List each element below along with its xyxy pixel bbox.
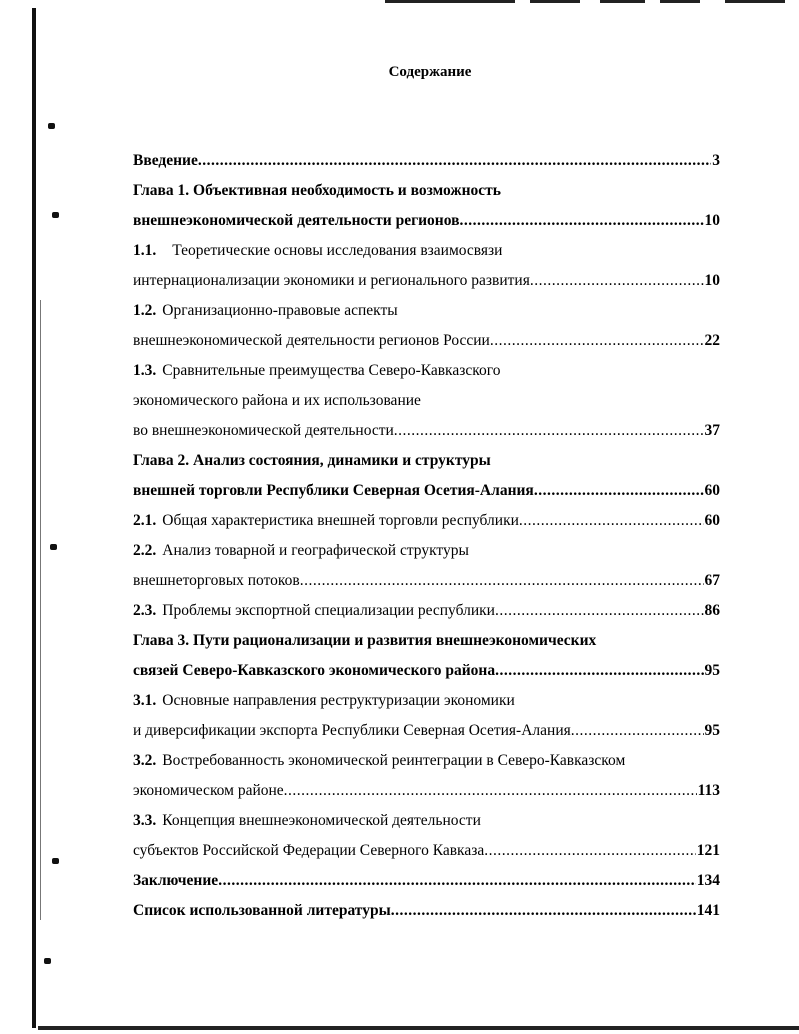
toc-entry-number: 2.2. bbox=[133, 542, 157, 559]
toc-leader-dots bbox=[218, 870, 696, 892]
toc-entry-text: Анализ товарной и географической структуры bbox=[162, 542, 469, 559]
toc-page-number: 60 bbox=[704, 512, 720, 529]
toc-entry bbox=[133, 540, 720, 570]
toc-entry bbox=[133, 690, 720, 720]
scan-edge-top bbox=[600, 0, 645, 3]
toc-entry-text: Теоретические основы исследования взаимосвязи bbox=[172, 242, 503, 259]
toc-page-number: 37 bbox=[704, 422, 720, 439]
toc-page-number: 95 bbox=[704, 662, 720, 679]
scan-edge-top bbox=[660, 0, 700, 3]
scan-edge-top bbox=[725, 0, 785, 3]
toc-leader-dots bbox=[534, 480, 704, 502]
toc-entry bbox=[133, 240, 720, 270]
toc-leader-dots bbox=[571, 720, 704, 742]
toc-entry-text: Организационно-правовые аспекты bbox=[162, 302, 398, 319]
scan-speck bbox=[48, 123, 55, 129]
toc-entry bbox=[133, 780, 720, 810]
toc-page-number: 113 bbox=[697, 782, 720, 799]
toc-entry-text: Проблемы экспортной специализации республики bbox=[162, 602, 495, 619]
toc-page-number: 22 bbox=[704, 332, 720, 349]
toc-leader-dots bbox=[490, 330, 704, 352]
toc-entry-text: Введение bbox=[133, 152, 198, 169]
toc-entry-text: Список использованной литературы bbox=[133, 902, 391, 919]
toc-entry bbox=[133, 390, 720, 420]
toc-page-number: 141 bbox=[696, 902, 720, 919]
toc-leader-dots bbox=[495, 660, 703, 682]
toc-entry bbox=[133, 300, 720, 330]
toc-entry-text: Сравнительные преимущества Северо-Кавказского bbox=[162, 362, 501, 379]
toc-entry-text: внешнеторговых потоков bbox=[133, 572, 300, 589]
toc-entry-text: интернационализации экономики и регионального развития bbox=[133, 272, 530, 289]
toc-entry-text: экономического района и их использование bbox=[133, 392, 421, 409]
toc-leader-dots bbox=[519, 510, 704, 532]
toc-entry bbox=[133, 150, 720, 180]
toc-entry-number: 3.3. bbox=[133, 812, 157, 829]
toc-entry-text: внешней торговли Республики Северная Осетия-Алания bbox=[133, 482, 534, 499]
toc-leader-dots bbox=[391, 900, 696, 922]
toc-entry bbox=[133, 900, 720, 930]
toc-page-number: 134 bbox=[696, 872, 720, 889]
toc-entry-text: Заключение bbox=[133, 872, 219, 889]
toc-entry bbox=[133, 810, 720, 840]
toc-entry-text: Глава 1. Объективная необходимость и возможность bbox=[133, 182, 501, 199]
scan-speck bbox=[52, 212, 59, 218]
toc-entry bbox=[133, 480, 720, 510]
toc-entry-text: Востребованность экономической реинтеграции в Северо-Кавказском bbox=[162, 752, 626, 769]
toc-entry-number: 1.2. bbox=[133, 302, 157, 319]
scan-speck bbox=[44, 958, 51, 964]
toc-leader-dots bbox=[300, 570, 704, 592]
table-of-contents bbox=[133, 150, 720, 930]
toc-entry bbox=[133, 840, 720, 870]
toc-entry bbox=[133, 570, 720, 600]
toc-entry bbox=[133, 450, 720, 480]
toc-entry bbox=[133, 420, 720, 450]
toc-entry bbox=[133, 630, 720, 660]
toc-entry bbox=[133, 720, 720, 750]
toc-entry bbox=[133, 270, 720, 300]
toc-entry-text: Глава 3. Пути рационализации и развития внешнеэкономических bbox=[133, 632, 597, 649]
toc-entry-text: Глава 2. Анализ состояния, динамики и структуры bbox=[133, 452, 491, 469]
toc-entry bbox=[133, 210, 720, 240]
toc-entry bbox=[133, 510, 720, 540]
scan-speck bbox=[52, 858, 59, 864]
toc-entry-text: Общая характеристика внешней торговли республики bbox=[162, 512, 519, 529]
toc-entry bbox=[133, 660, 720, 690]
toc-entry-text: внешнеэкономической деятельности регионов России bbox=[133, 332, 490, 349]
scan-edge-bottom bbox=[38, 1026, 799, 1030]
scan-edge-top bbox=[530, 0, 580, 3]
toc-leader-dots bbox=[495, 600, 704, 622]
toc-page-number: 86 bbox=[704, 602, 720, 619]
toc-entry bbox=[133, 600, 720, 630]
toc-entry bbox=[133, 330, 720, 360]
toc-leader-dots bbox=[484, 840, 696, 862]
toc-entry bbox=[133, 360, 720, 390]
scan-edge-top bbox=[385, 0, 515, 3]
scan-edge-left bbox=[32, 8, 36, 1028]
toc-entry-text: во внешнеэкономической деятельности bbox=[133, 422, 394, 439]
toc-page-number: 67 bbox=[704, 572, 720, 589]
toc-leader-dots bbox=[198, 150, 711, 172]
toc-leader-dots bbox=[530, 270, 704, 292]
toc-entry-number: 3.1. bbox=[133, 692, 157, 709]
toc-page-number: 3 bbox=[712, 152, 720, 169]
scan-edge-left-faint bbox=[40, 300, 41, 920]
toc-entry-number: 1.3. bbox=[133, 362, 157, 379]
toc-leader-dots bbox=[284, 780, 697, 802]
toc-entry-text: Основные направления реструктуризации экономики bbox=[162, 692, 515, 709]
toc-entry-text: связей Северо-Кавказского экономического района bbox=[133, 662, 496, 679]
toc-entry-text: субъектов Российской Федерации Северного Кавказа bbox=[133, 842, 485, 859]
toc-entry-number: 2.3. bbox=[133, 602, 157, 619]
toc-entry bbox=[133, 750, 720, 780]
toc-entry-text: и диверсификации экспорта Республики Северная Осетия-Алания bbox=[133, 722, 571, 739]
toc-page-number: 60 bbox=[704, 482, 720, 499]
toc-entry bbox=[133, 180, 720, 210]
toc-page-number: 10 bbox=[704, 212, 720, 229]
toc-entry-number: 3.2. bbox=[133, 752, 157, 769]
toc-page-number: 10 bbox=[704, 272, 720, 289]
toc-entry-number: 1.1. bbox=[133, 242, 157, 259]
toc-entry-number: 2.1. bbox=[133, 512, 157, 529]
toc-leader-dots bbox=[394, 420, 704, 442]
toc-entry-text: Концепция внешнеэкономической деятельности bbox=[162, 812, 481, 829]
toc-entry-text: внешнеэкономической деятельности регионов bbox=[133, 212, 460, 229]
toc-entry-text: экономическом районе bbox=[133, 782, 284, 799]
scan-speck bbox=[50, 544, 57, 550]
toc-entry bbox=[133, 870, 720, 900]
toc-page-number: 95 bbox=[704, 722, 720, 739]
toc-leader-dots bbox=[459, 210, 703, 232]
toc-page-number: 121 bbox=[696, 842, 720, 859]
page-title: Содержание bbox=[388, 64, 472, 80]
